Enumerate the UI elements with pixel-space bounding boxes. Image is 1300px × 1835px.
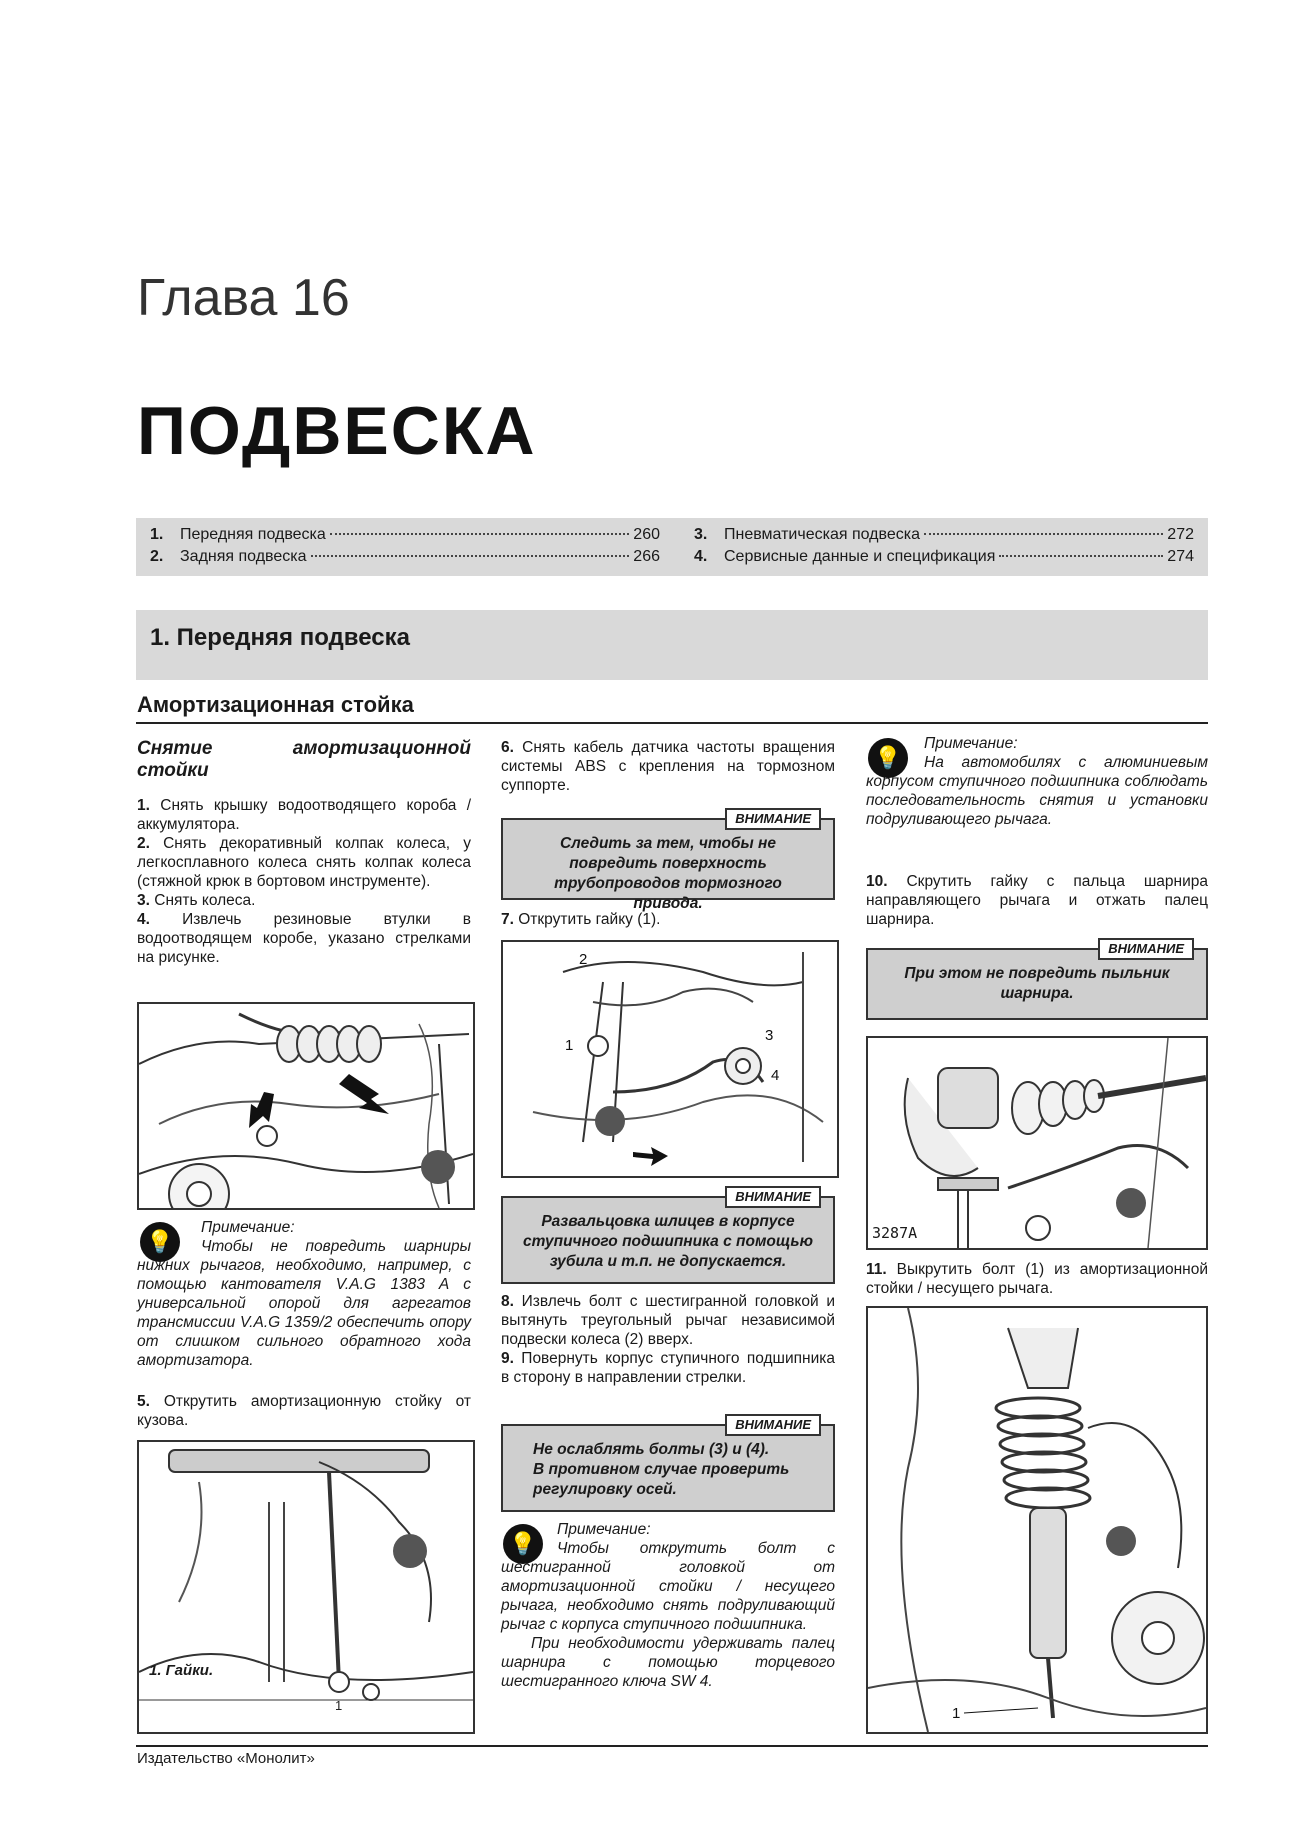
figure-strut-top	[137, 1440, 475, 1734]
warning-box: ВНИМАНИЕ Развальцовка шлицев в корпусе ступичного подшипника с помощью зубила и т.п. не допускается.	[501, 1196, 835, 1284]
warning-box: ВНИМАНИЕ Не ослаблять болты (3) и (4). В противном случае проверить регулировку осей.	[501, 1424, 835, 1512]
steps: 8. Извлечь болт с шестигранной головкой и вытянуть треугольный рычаг независимой подвески колеса (2) вверх. 9. Повернуть корпус ступичного подшипника в сторону в направлении стрелки.	[501, 1293, 835, 1386]
column-1	[137, 738, 471, 967]
note: Примечание: Чтобы не повредить шарниры нижних рычагов, необходимо, например, с помощью кантователя V.A.G 1383 A с универсальной опорой для агрегатов трансмиссии V.A.G 1359/2 обеспечить опору от слишком сильного обратного хода амортизатора.	[137, 1219, 471, 1369]
section-header	[136, 610, 1208, 680]
monolit-logo-icon	[1116, 1188, 1146, 1218]
publisher: Издательство «Монолит»	[137, 1750, 315, 1767]
toc-item[interactable]: 4. Сервисные данные и спецификация 274	[694, 548, 1194, 565]
warning-box: ВНИМАНИЕ При этом не повредить пыльник шарнира.	[866, 948, 1208, 1020]
toc-item[interactable]: 2. Задняя подвеска 266	[150, 548, 660, 565]
step: 4. Извлечь резиновые втулки в водоотводящем коробе, указано стрелками на рисунке.	[137, 911, 471, 966]
step: 2. Снять декоративный колпак колеса, у легкосплавного колеса снять колпак колеса (стяжной крюк в бортовом инструменте).	[137, 835, 471, 890]
callout-1: 1	[335, 1698, 343, 1713]
warning-tag: ВНИМАНИЕ	[1098, 938, 1194, 960]
callout-2: 2	[579, 951, 588, 968]
chapter-title: ПОДВЕСКА	[137, 393, 537, 469]
step: 11. Выкрутить болт (1) из амортизационной стойки / несущего рычага.	[866, 1261, 1208, 1297]
footer-divider	[136, 1745, 1208, 1747]
monolit-logo-icon	[595, 1106, 625, 1136]
lightbulb-icon: 💡	[140, 1222, 180, 1262]
callout-4: 4	[771, 1067, 780, 1084]
figure-label: 3287A	[872, 1224, 918, 1242]
figure-engine-bay	[137, 1002, 475, 1210]
monolit-logo-icon	[393, 1534, 427, 1568]
monolit-logo-icon	[1106, 1526, 1136, 1556]
note: Примечание: Чтобы открутить болт с шестигранной головкой от амортизационной стойки / несущего рычага, необходимо снять подруливающий рычаг с корпуса ступичного подшипника. При необходимости удерживать палец шарнира с помощью торцевого шестигранного ключа SW 4.	[501, 1521, 835, 1690]
figure-brake-assembly	[866, 1036, 1208, 1250]
warning-box: ВНИМАНИЕ Следить за тем, чтобы не повредить поверхность трубопроводов тормозного привода.	[501, 818, 835, 900]
divider	[136, 722, 1208, 724]
step: 10. Скрутить гайку с пальца шарнира направляющего рычага и отжать палец шарнира.	[866, 873, 1208, 928]
warning-tag: ВНИМАНИЕ	[725, 808, 821, 830]
figure-strut-lower	[866, 1306, 1208, 1734]
toc-item[interactable]: 3. Пневматическая подвеска 272	[694, 526, 1194, 543]
lightbulb-icon: 💡	[503, 1524, 543, 1564]
toc-item[interactable]: 1. Передняя подвеска 260	[150, 526, 660, 543]
procedure-heading: Снятие амортизационной стойки	[137, 738, 471, 781]
warning-tag: ВНИМАНИЕ	[725, 1414, 821, 1436]
chapter-label: Глава 16	[137, 269, 350, 327]
table-of-contents	[136, 518, 1208, 576]
subsection-title: Амортизационная стойка	[137, 692, 414, 717]
step: 6. Снять кабель датчика частоты вращения системы ABS с крепления на тормозном суппорте.	[501, 739, 835, 794]
note: Примечание: На автомобилях с алюминиевым корпусом ступичного подшипника соблюдать последовательность снятия и установки подруливающего рычага.	[866, 735, 1208, 828]
step: 1. Снять крышку водоотводящего короба / аккумулятора.	[137, 797, 472, 833]
callout-1: 1	[952, 1705, 961, 1722]
callout-3: 3	[765, 1027, 774, 1044]
callout-1: 1	[565, 1037, 574, 1054]
warning-tag: ВНИМАНИЕ	[725, 1186, 821, 1208]
figure-caption: 1. Гайки.	[149, 1662, 214, 1679]
step: 7. Открутить гайку (1).	[501, 911, 661, 928]
lightbulb-icon: 💡	[868, 738, 908, 778]
step: 3. Снять колеса.	[137, 892, 256, 909]
step: 5. Открутить амортизационную стойку от кузова.	[137, 1393, 471, 1429]
monolit-logo-icon	[421, 1150, 455, 1184]
figure-knuckle	[501, 940, 839, 1178]
section-title: 1. Передняя подвеска	[150, 624, 410, 651]
